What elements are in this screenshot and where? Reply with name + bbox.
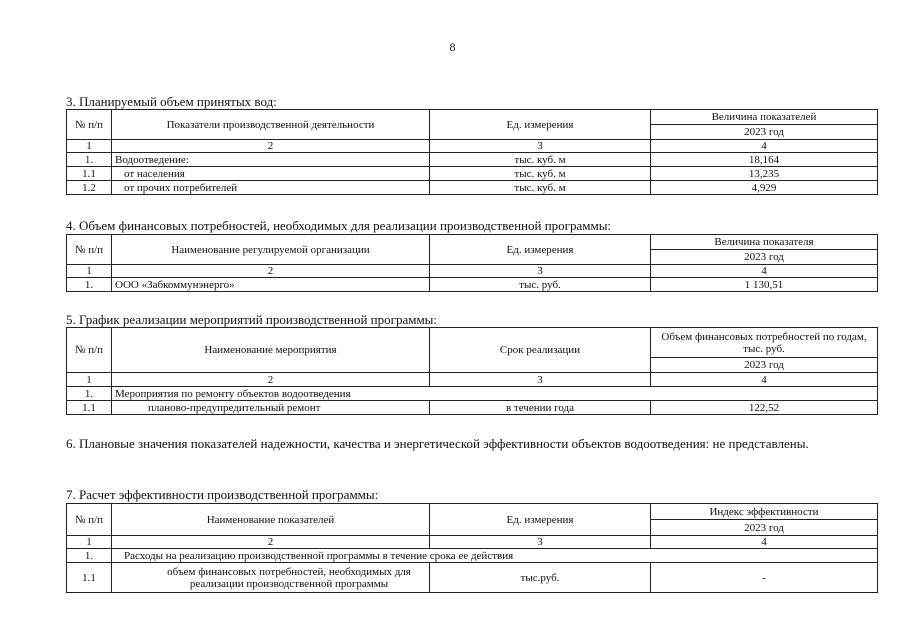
row-name: Водоотведение: — [112, 153, 430, 167]
header-value: Индекс эффективности — [651, 504, 878, 520]
section-7-title: 7. Расчет эффективности производственной программы: — [66, 487, 379, 502]
header-value: Величина показателя — [651, 235, 878, 250]
row-unit: тыс.руб. — [430, 563, 651, 593]
column-number-row — [67, 140, 878, 153]
column-number-row — [67, 265, 878, 278]
table-row — [67, 401, 878, 415]
col-number: 2 — [112, 140, 430, 153]
table-header-row — [67, 110, 878, 125]
row-unit: тыс. куб. м — [430, 167, 651, 181]
section-4-table — [66, 234, 878, 292]
row-value: 4,929 — [651, 181, 878, 195]
row-name: объем финансовых потребностей, необходимых для реализации производственной программы — [112, 563, 430, 593]
header-name: Показатели производственной деятельности — [112, 110, 430, 140]
col-number: 1 — [67, 373, 112, 387]
header-year: 2023 год — [651, 125, 878, 140]
header-unit: Ед. измерения — [430, 110, 651, 140]
row-unit: тыс. куб. м — [430, 153, 651, 167]
col-number: 1 — [67, 536, 112, 549]
row-name: от населения — [112, 167, 430, 181]
section-3-table — [66, 109, 878, 195]
row-num: 1.1 — [67, 563, 112, 593]
header-unit: Ед. измерения — [430, 235, 651, 265]
row-name: планово-предупредительный ремонт — [112, 401, 430, 415]
col-number: 4 — [651, 373, 878, 387]
row-name: от прочих потребителей — [112, 181, 430, 195]
col-number: 2 — [112, 373, 430, 387]
row-value: 18,164 — [651, 153, 878, 167]
row-term: в течении года — [430, 401, 651, 415]
group-row — [67, 549, 878, 563]
row-num: 1. — [67, 549, 112, 563]
col-number: 1 — [67, 140, 112, 153]
table-row — [67, 278, 878, 292]
group-text: Мероприятия по ремонту объектов водоотведения — [112, 387, 878, 401]
row-value: 122,52 — [651, 401, 878, 415]
table-header-row — [67, 504, 878, 520]
column-number-row — [67, 373, 878, 387]
row-unit: тыс. куб. м — [430, 181, 651, 195]
col-number: 3 — [430, 140, 651, 153]
table-header-row — [67, 235, 878, 250]
row-num: 1.1 — [67, 167, 112, 181]
table-row — [67, 181, 878, 195]
col-number: 3 — [430, 373, 651, 387]
section-7-table — [66, 503, 878, 593]
section-3-title: 3. Планируемый объем принятых вод: — [66, 94, 277, 109]
header-name: Наименование регулируемой организации — [112, 235, 430, 265]
row-num: 1.2 — [67, 181, 112, 195]
column-number-row — [67, 536, 878, 549]
row-value: - — [651, 563, 878, 593]
section-4-title: 4. Объем финансовых потребностей, необходимых для реализации производственной программы: — [66, 218, 612, 233]
header-year: 2023 год — [651, 520, 878, 536]
row-num: 1. — [67, 153, 112, 167]
col-number: 4 — [651, 536, 878, 549]
col-number: 4 — [651, 265, 878, 278]
header-num: № п/п — [67, 328, 112, 373]
table-row — [67, 563, 878, 593]
header-year: 2023 год — [651, 250, 878, 265]
header-name: Наименование мероприятия — [112, 328, 430, 373]
table-header-row — [67, 328, 878, 358]
table-row — [67, 167, 878, 181]
table-row — [67, 153, 878, 167]
col-number: 4 — [651, 140, 878, 153]
row-num: 1. — [67, 278, 112, 292]
row-unit: тыс. руб. — [430, 278, 651, 292]
col-number: 3 — [430, 265, 651, 278]
section-5-title: 5. График реализации мероприятий производственной программы: — [66, 312, 438, 327]
header-value: Величина показателей — [651, 110, 878, 125]
header-value: Объем финансовых потребностей по годам, тыс. руб. — [651, 328, 878, 358]
row-num: 1.1 — [67, 401, 112, 415]
col-number: 2 — [112, 265, 430, 278]
group-text: Расходы на реализацию производственной программы в течение срока ее действия — [112, 549, 878, 563]
header-num: № п/п — [67, 235, 112, 265]
header-year: 2023 год — [651, 358, 878, 373]
section-6-text: 6. Плановые значения показателей надежности, качества и энергетической эффективности объектов водоотведения: не представлены. — [66, 436, 809, 451]
row-num: 1. — [67, 387, 112, 401]
header-name: Наименование показателей — [112, 504, 430, 536]
page-number: 8 — [449, 40, 456, 54]
section-5-table — [66, 327, 878, 415]
col-number: 3 — [430, 536, 651, 549]
header-num: № п/п — [67, 110, 112, 140]
row-value: 13,235 — [651, 167, 878, 181]
header-num: № п/п — [67, 504, 112, 536]
col-number: 2 — [112, 536, 430, 549]
row-value: 1 130,51 — [651, 278, 878, 292]
row-name: ООО «Забкоммунэнерго» — [112, 278, 430, 292]
header-term: Срок реализации — [430, 328, 651, 373]
col-number: 1 — [67, 265, 112, 278]
group-row — [67, 387, 878, 401]
header-unit: Ед. измерения — [430, 504, 651, 536]
